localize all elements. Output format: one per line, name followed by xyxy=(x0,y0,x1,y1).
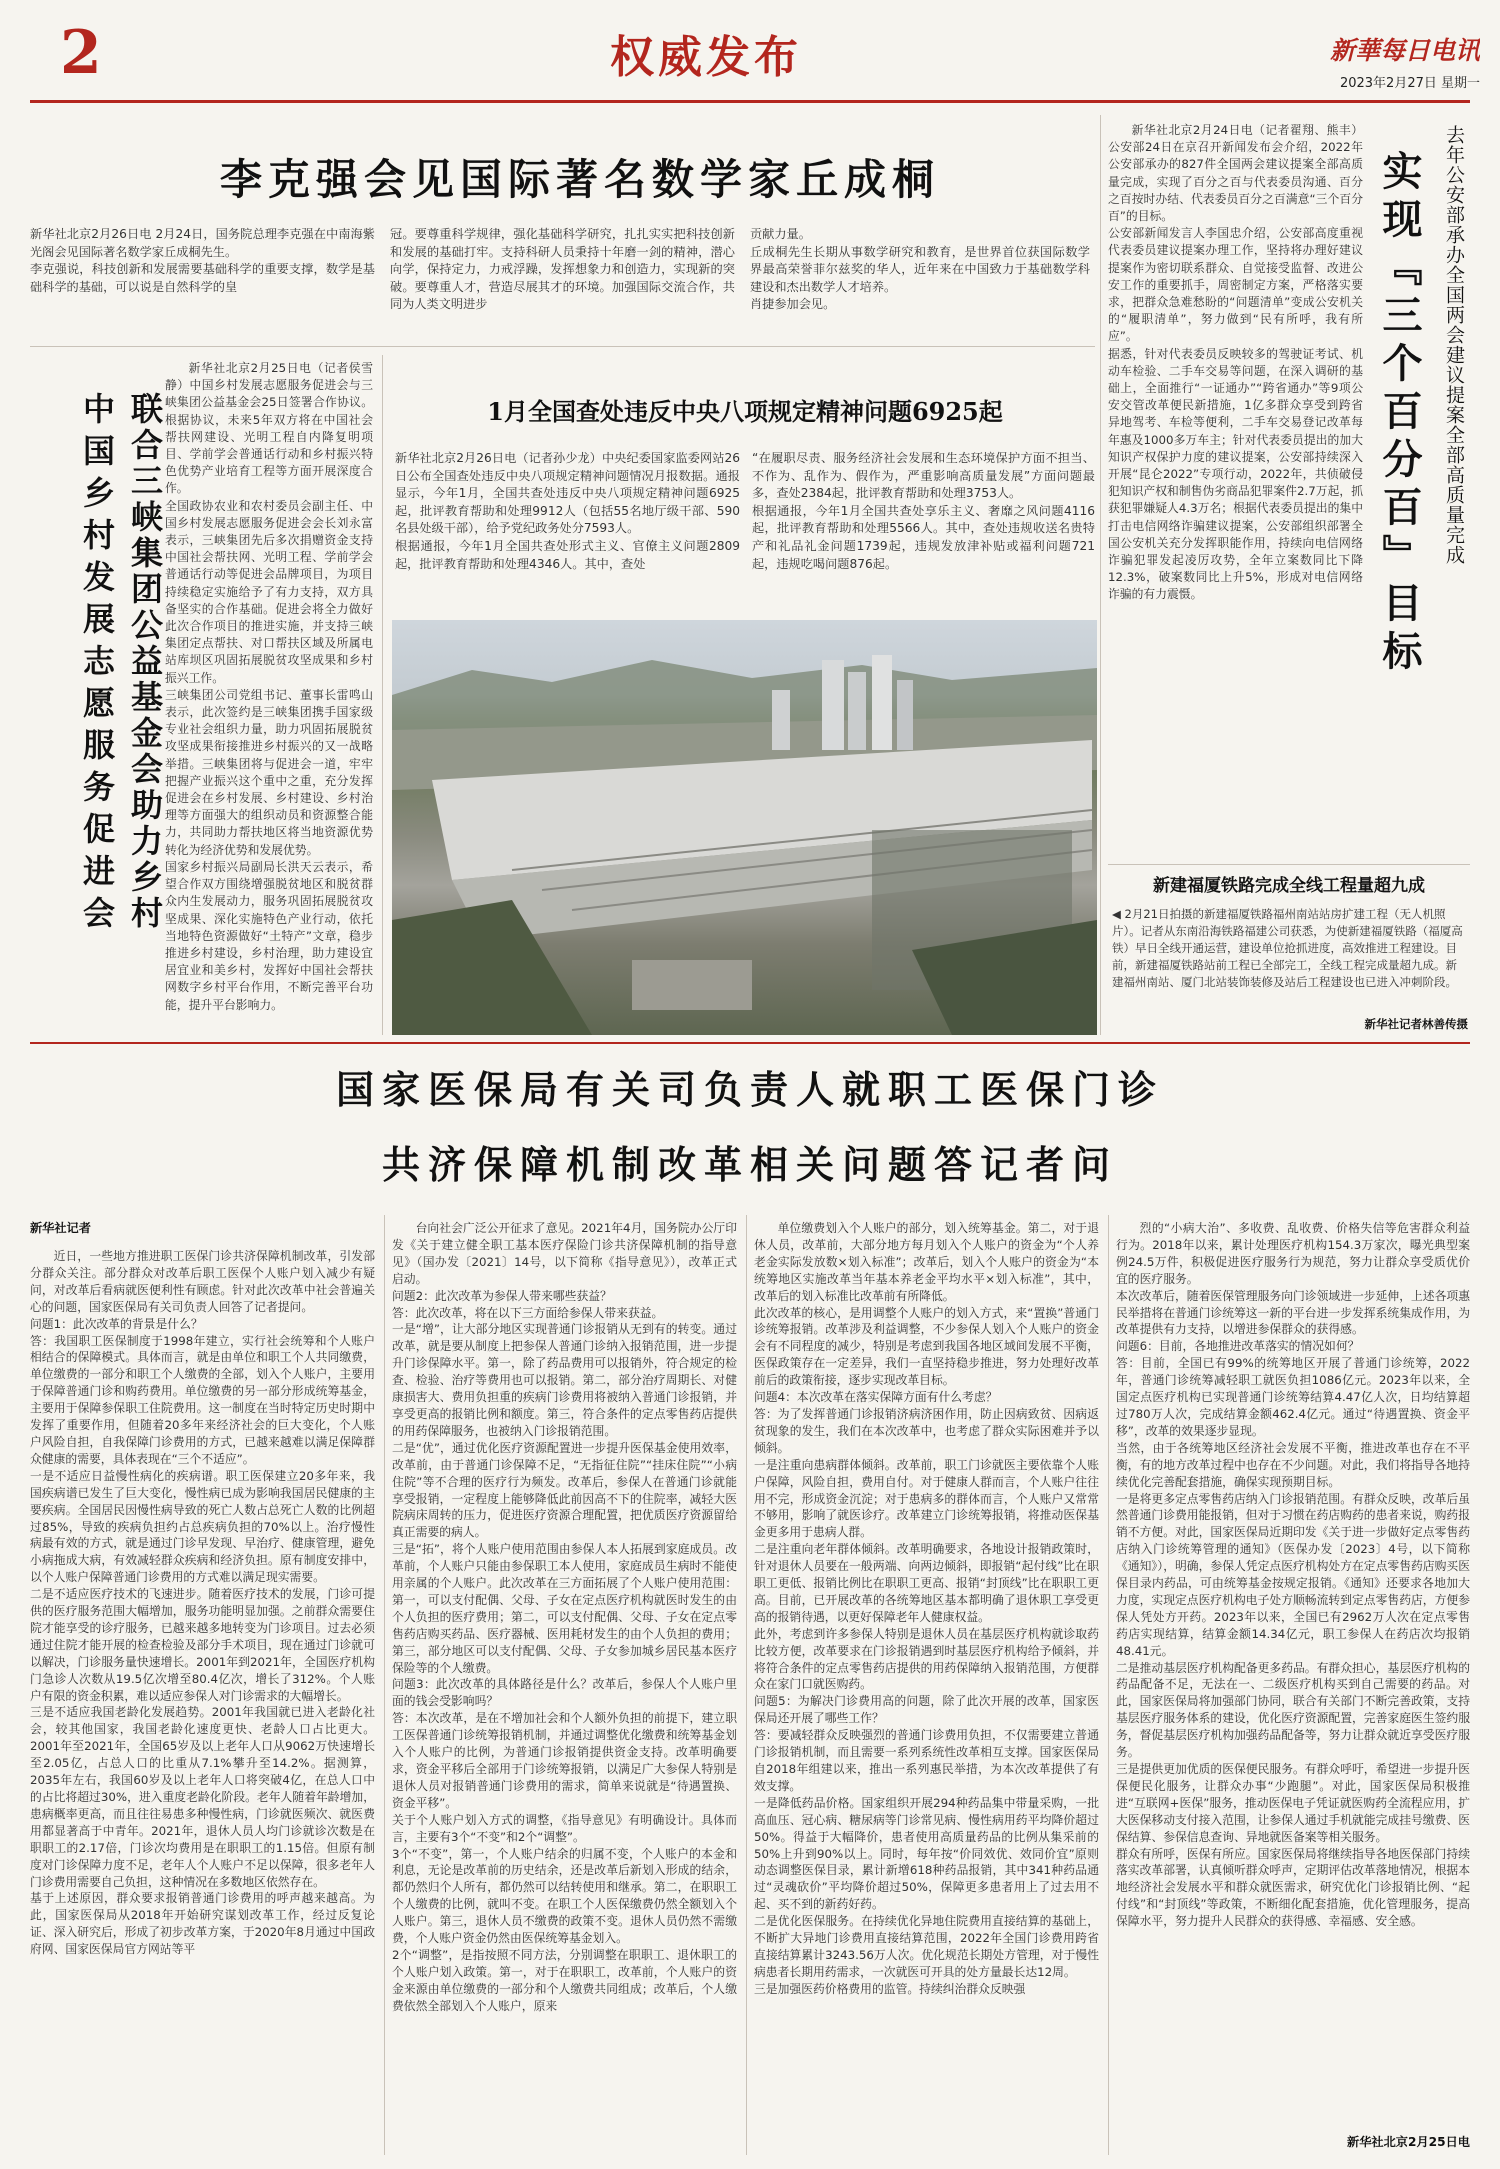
article1-col2 xyxy=(390,226,735,346)
article5-col3-text: 单位缴费划入个人账户的部分，划入统筹基金。第二，对于退休人员，改革前，大部分地方每月划入个人账户的资金为“个人养老金实际发放数×划入标准”；改革后，划入个人账户的资金为“本统筹地区实施改革当年基本养老金平均水平×划入标准”，其中，改革后的划入标准比改革前有所降低。 此次改革的核心，是用调整个人账户的划入方式，来“置换”普通门诊统筹报销。改革涉及利益调整，不少参保人划入个人账户的资金会有不同程度的减少，特别是考虑到我国各地区域间发展不平衡，医保政策存在一定差异，我们一直坚持稳步推进，努力处理好改革前后的政策衔接，逐步实现改革目标。 问题4：本次改革在落实保障方面有什么考虑？ 答：为了发挥普通门诊报销济病济困作用，防止因病致贫、因病返贫现象的发生，我们在本次改革中，也考虑了群众实际困难并予以倾斜。 一是注重向患病群体倾斜。改革前，职工门诊就医主要依靠个人账户保障，风险自担，费用自付。对于健康人群而言，个人账户往往用不完，形成资金沉淀；对于患病多的群体而言，个人账户又常常不够用，影响了就医诊疗。改革建立门诊统筹报销，将推动医保基金更多用于患病人群。 二是注重向老年群体倾斜。改革明确要求，各地设计报销政策时，针对退休人员要在一般两端、向两边倾斜，即报销“起付线”比在职职工更低、报销比例比在职职工更高、报销“封顶线”比在职职工更高。目前，已开展改革的各统筹地区基本都明确了退休职工享受更高的报销待遇，以更好保障老年人健康权益。 此外，考虑到许多参保人特别是退休人员在基层医疗机构就诊取药比较方便，改革要求在门诊报销遇到时基层医疗机构给予倾斜，并将符合条件的定点零售药店提供的用药保障纳入报销范围，方便群众在家门口就医购药。 问题5：为解决门诊费用高的问题，除了此次开展的改革，国家医保局还开展了哪些工作？ 答：要减轻群众反映强烈的普通门诊费用负担，不仅需要建立普通门诊报销机制，而且需要一系列系统性改革相互支撑。国家医保局自2018年组建以来，推出一系列惠民举措，为本次改革提供了有效支撑。 一是降低药品价格。国家组织开展294种药品集中带量采购，一批高血压、冠心病、糖尿病等门诊常见病、慢性病用药平均降价超过50%。得益于大幅降价，患者使用高质量药品的比例从集采前的50%上升到90%以上。同时，每年按“价同效优、效同价宜”原则动态调整医保目录，累计新增618种药品报销，其中341种药品通过“灵魂砍价”平均降价超过50%，保障更多患者用上了过去用不起、买不到的新药好药。 二是优化医保服务。在持续优化异地住院费用直接结算的基础上，不断扩大异地门诊费用直接结算范围，2022年全国门诊费用跨省直接结算累计3243.56万人次。优化规范长期处方管理，对于慢性病患者长期用药需求，一次就医可开具的处方量最长达12周。 三是加强医药价格费用的监管。持续纠治群众反映强 xyxy=(754,1221,1099,1996)
article4-body xyxy=(1108,122,1363,864)
divider xyxy=(746,1215,747,2155)
photo-scene xyxy=(392,620,1097,1035)
article5-col1-text: 近日，一些地方推进职工医保门诊共济保障机制改革，引发部分群众关注。部分群众对改革后职工医保个人账户划入减少有疑问，对改革后看病就医便利性有顾虑。针对此次改革中社会普遍关心的问题，国家医保局有关司负责人回答了记者提问。 问题1：此次改革的背景是什么？ 答：我国职工医保制度于1998年建立，实行社会统筹和个人账户相结合的保障模式。具体而言，就是由单位和职工个人共同缴费，单位缴费的一部分和职工个人缴费的全部，划入个人账户，主要用于保障普通门诊和购药费用。单位缴费的另一部分形成统筹基金，主要用于保障参保职工住院费用。这一制度在当时特定历史时期中发挥了重要作用，但随着20多年来经济社会的巨大变化，个人账户风险自担，自我保障门诊费用的方式，已越来越难以满足保障群众健康的需要，具体表现在“三个不适应”。 一是不适应日益慢性病化的疾病谱。职工医保建立20多年来，我国疾病谱已发生了巨大变化，慢性病已成为影响我国居民健康的主要疾病。全国居民因慢性病导致的死亡人数占总死亡人数的比例超过85%，导致的疾病负担约占总疾病负担的70%以上。治疗慢性病最有效的方式，就是通过门诊早发现、早治疗、健康管理，避免小病拖成大病，有效减轻群众疾病和经济负担。原有制度安排中，以个人账户保障普通门诊费用的方式难以满足现实需要。 二是不适应医疗技术的飞速进步。随着医疗技术的发展，门诊可提供的医疗服务范围大幅增加，服务功能明显加强。之前群众需要住院才能享受的诊疗服务，已越来越多地转变为门诊项目。过去必须通过住院才能开展的检查检验及部分手术项目，现在通过门诊就可以解决，门诊服务量快速增长。2001年到2021年，全国医疗机构门急诊人次数从19.5亿次增至80.4亿次，增长了312%。个人账户有限的资金积累，难以适应参保人对门诊需求的大幅增长。 三是不适应我国老龄化发展趋势。2001年我国就已进入老龄化社会，较其他国家，我国老龄化速度更快、老龄人口占比更大。2001年至2021年，全国65岁及以上老年人口从9062万快速增长至2.05亿，占总人口的比重从7.1%攀升至14.2%。据测算，2035年左右，我国60岁及以上老年人口将突破4亿，在总人口中的占比将超过30%，进入重度老龄化阶段。老年人随着年龄增加，患病概率更高，而且往往易患多种慢性病，门诊就医频次、就医费用都显著高于中青年。2021年，退休人员人均门诊就诊次数是在职职工的2.17倍，门诊次均费用是在职职工的1.15倍。但原有制度对门诊保障力度不足，老年人个人账户不足以保障，很多老年人门诊费用需要自己负担，这种情况在多数地区依然存在。 基于上述原因，群众要求报销普通门诊费用的呼声越来越高。为此，国家医保局从2018年开始研究谋划改革工作，经过反复论证、深入研究后，形成了初步改革方案，于2020年8月通过中国政府网、国家医保局官方网站等平 xyxy=(30,1249,375,1957)
article4-title: 实现『三个百分百』目标 xyxy=(1376,150,1423,678)
article4-body-text: 新华社北京2月24日电（记者翟翔、熊丰）公安部24日在京召开新闻发布会介绍，2022年公安部承办的827件全国两会建议提案全部高质量完成，实现了百分之百与代表委员沟通、百分之百按时办结、代表委员百分之百满意“三个百分百”的目标。 公安部新闻发言人李国忠介绍，公安部高度重视代表委员建议提案办理工作，坚持将办理好建议提案作为密切联系群众、自觉接受监督、改进公安工作的重要抓手，周密制定方案，严格落实要求，把群众急难愁盼的“问题清单”变成公安机关的“履职清单”，努力做到“民有所呼，我有所应”。 据悉，针对代表委员反映较多的驾驶证考试、机动车检验、二手车交易等问题，在深入调研的基础上，全面推行“一证通办”“跨省通办”等9项公安交管改革便民新措施，1亿多群众享受到跨省异地驾考、车检等便利，二手车交易登记改革每年惠及1000多万车主；针对代表委员提出的加大知识产权保护力度的建议提案，公安部持续深入开展“昆仑2022”专项行动，2022年，共侦破侵犯知识产权和制售伪劣商品犯罪案件2.7万起，抓获犯罪嫌疑人4.3万名；根据代表委员提出的集中打击电信网络诈骗建议提案，公安部组织部署全国公安机关充分发挥职能作用，持续向电信网络诈骗犯罪发起凌厉攻势，全年立案数同比下降12.3%，破案数同比上升5%，形成对电信网络诈骗的有力震慑。 xyxy=(1108,123,1363,602)
article1-title: 李克强会见国际著名数学家丘成桐 xyxy=(219,155,940,204)
article3-col2-text: “在履职尽责、服务经济社会发展和生态环境保护方面不担当、不作为、乱作为、假作为，严重影响高质量发展”方面问题最多，查处2384起，批评教育帮助和处理3753人。 根据通报，今年1月全国共查处享乐主义、奢靡之风问题4116起，批评教育帮助和处理5566人。其中，查处违规收送名贵特产和礼品礼金问题1739起，违规发放津补贴或福利问题721起，违规吃喝问题876起。 xyxy=(752,451,1095,571)
photo-caption xyxy=(1112,906,1468,1016)
section-title: 权威发布 xyxy=(610,32,802,83)
issue-date: 2023年2月27日 星期一 xyxy=(1339,76,1480,91)
article2-body xyxy=(165,360,373,1030)
article3-title: 1月全国查处违反中央八项规定精神问题6925起 xyxy=(487,397,1003,426)
article3-col2 xyxy=(752,450,1095,610)
article2-title: 中国乡村发展志愿服务促进会 xyxy=(78,392,116,938)
article3-col1 xyxy=(395,450,740,610)
article3-col1-text: 新华社北京2月26日电（记者孙少龙）中央纪委国家监委网站26日公布全国查处违反中央八项规定精神问题情况月报数据。通报显示，今年1月，全国共查处违反中央八项规定精神问题6925起，批评教育帮助和处理9912人（包括55名地厅级干部、590名县处级干部），给予党纪政务处分7593人。 根据通报，今年1月全国共查处形式主义、官僚主义问题2809起，批评教育帮助和处理4346人。其中，查处 xyxy=(395,451,740,571)
article5-col2 xyxy=(392,1220,737,2148)
photo-credit: 新华社记者林善传摄 xyxy=(1364,1017,1468,1031)
article4-kicker: 去年公安部承办全国两会建议提案全部高质量完成 xyxy=(1443,125,1465,565)
divider xyxy=(1108,864,1470,865)
article5-dateline-end: 新华社北京2月25日电 xyxy=(1347,2135,1470,2149)
article5-title-line1: 国家医保局有关司负责人就职工医保门诊 xyxy=(335,1067,1164,1112)
divider xyxy=(1100,115,1101,1035)
article5-byline: 新华社记者 xyxy=(30,1221,91,1235)
article1-col3-text: 贡献力量。 丘成桐先生长期从事数学研究和教育，是世界首位获国际数学界最高荣誉菲尔兹奖的华人，近年来在中国致力于基础数学科建设和杰出数学人才培养。 肖捷参加会见。 xyxy=(750,227,1090,312)
masthead-rule xyxy=(30,100,1470,103)
article2-subtitle: 联合三峡集团公益基金会助力乡村 xyxy=(126,392,164,932)
article5-col4 xyxy=(1116,1220,1470,2132)
article5-col4-text: 烈的“小病大治”、多收费、乱收费、价格失信等危害群众利益行为。2018年以来，累计处理医疗机构154.3万家次，曝光典型案例24.5万件，积极促进医疗服务行为规范，努力让群众享受质优价宜的医疗服务。 本次改革后，随着医保管理服务向门诊领域进一步延伸，上述各项惠民举措将在普通门诊统筹这一新的平台进一步发挥系统集成作用，为改革提供有力支持，以增进参保群众的获得感。 问题6：目前，各地推进改革落实的情况如何？ 答：目前，全国已有99%的统筹地区开展了普通门诊统筹，2022年，普通门诊统筹减轻职工就医负担1086亿元。2023年以来，全国定点医疗机构已实现普通门诊统筹结算4.47亿人次，日均结算超过780万人次，完成结算金额462.4亿元。通过“待遇置换、资金平移”，改革的效果逐步显现。 当然，由于各统筹地区经济社会发展不平衡，推进改革也存在不平衡，有的地方改革过程中也存在不少问题。对此，我们将指导各地持续优化完善配套措施，确保实现预期目标。 一是将更多定点零售药店纳入门诊报销范围。有群众反映，改革后虽然普通门诊费用能报销，但对于习惯在药店购药的患者来说，购药报销不方便。对此，国家医保局近期印发《关于进一步做好定点零售药店纳入门诊统筹管理的通知》（医保办发〔2023〕4号，以下简称《通知》），明确，参保人凭定点医疗机构处方在定点零售药店购买医保目录内药品，可由统筹基金按规定报销。《通知》还要求各地加大力度，实现定点医疗机构电子处方顺畅流转到定点零售药店，方便参保人凭处方开药。2023年以来，全国已有2962万人次在定点零售药店实现结算，结算金额14.34亿元，职工参保人在药店次均报销48.41元。 二是推动基层医疗机构配备更多药品。有群众担心，基层医疗机构的药品配备不足，无法在一、二级医疗机构买到自己需要的药品。对此，国家医保局将加强部门协同，联合有关部门不断完善政策，支持基层医疗服务体系的建设，优化医疗资源配置，完善家庭医生签约服务，督促基层医疗机构加强药品配备等，努力让群众就近享受医疗服务。 三是提供更加优质的医保便民服务。有群众呼吁，希望进一步提升医保便民化服务，让群众办事“少跑腿”。对此，国家医保局积极推进“互联网+医保”服务，推动医保电子凭证就医购药全流程应用，扩大医保移动支付接入范围，让参保人通过手机就能完成挂号缴费、医保结算、参保信息查询、异地就医备案等相关服务。 群众有所呼，医保有所应。国家医保局将继续指导各地医保部门持续落实改革部署，认真倾听群众呼声，定期评估改革落地情况，根据本地经济社会发展水平和群众就医需求，研究优化门诊报销比例、“起付线”和“封顶线”等政策，不断细化配套措施，优化管理服务，提高保障水平，努力提升人民群众的获得感、幸福感、安全感。 xyxy=(1116,1221,1470,1929)
photo-caption-title: 新建福厦铁路完成全线工程量超九成 xyxy=(1153,876,1425,896)
article5-title-line2: 共济保障机制改革相关问题答记者问 xyxy=(381,1142,1118,1187)
paper-name: 新華每日电讯 xyxy=(1329,36,1480,65)
news-photo xyxy=(392,620,1097,1035)
article2-body-text: 新华社北京2月25日电（记者侯雪静）中国乡村发展志愿服务促进会与三峡集团公益基金会25日签署合作协议。根据协议，未来5年双方将在中国社会帮扶网建设、光明工程自内降复明项目、学前学会普通话行动和乡村振兴特色优势产业培育工程等方面开展深度合作。 全国政协农业和农村委员会副主任、中国乡村发展志愿服务促进会会长刘永富表示，三峡集团先后多次捐赠资金支持中国社会帮扶网、光明工程、学前学会普通话行动等促进会品牌项目，为项目持续稳定实施给予了有力支持，双方具备坚实的合作基础。促进会将全力做好此次合作项目的推进实施，并支持三峡集团定点帮扶、对口帮扶区域及所属电站库坝区巩固拓展脱贫攻坚成果和乡村振兴工作。 三峡集团公司党组书记、董事长雷鸣山表示，此次签约是三峡集团携手国家级专业社会组织力量，助力巩固拓展脱贫攻坚成果衔接推进乡村振兴的又一战略举措。三峡集团将与促进会一道，牢牢把握产业振兴这个重中之重，充分发挥促进会在乡村发展、乡村建设、乡村治理等方面强大的组织动员和资源整合能力，共同助力帮扶地区将当地资源优势转化为经济优势和发展优势。 国家乡村振兴局副局长洪天云表示，希望合作双方围绕增强脱贫地区和脱贫群众内生发展动力，服务巩固拓展脱贫攻坚成果、深化实施特色产业行动，依托当地特色资源做好“土特产”文章，稳步推进乡村建设，乡村治理，助力建设宜居宜业和美乡村，发挥好中国社会帮扶网数字乡村平台作用，不断完善平台功能，提升平台影响力。 xyxy=(165,361,373,1012)
divider xyxy=(384,1215,385,2155)
page-number: 2 xyxy=(60,18,102,88)
section-rule xyxy=(30,1042,1470,1044)
article5-col3 xyxy=(754,1220,1099,2148)
masthead xyxy=(0,0,1500,95)
article1-col1-text: 新华社北京2月26日电 2月24日，国务院总理李克强在中南海紫光阁会见国际著名数学家丘成桐先生。 李克强说，科技创新和发展需要基础科学的重要支撑，数学是基础科学的基础，可以说是自然科学的皇 xyxy=(30,227,375,294)
article1-col3 xyxy=(750,226,1090,346)
divider xyxy=(1108,1215,1109,2155)
divider xyxy=(30,346,1095,347)
article5-col2-text: 台向社会广泛公开征求了意见。2021年4月，国务院办公厅印发《关于建立健全职工基本医疗保险门诊共济保障机制的指导意见》（国办发〔2021〕14号，以下简称《指导意见》），改革正式启动。 问题2：此次改革为参保人带来哪些获益？ 答：此次改革，将在以下三方面给参保人带来获益。 一是“增”，让大部分地区实现普通门诊报销从无到有的转变。通过改革，就是要从制度上把参保人普通门诊纳入报销范围，进一步提升门诊保障水平。第一，除了药品费用可以报销外，符合规定的检查、检验、治疗等费用也可以报销。第二，部分治疗周期长、对健康损害大、费用负担重的疾病门诊费用将被纳入普通门诊报销，并享受更高的报销比例和额度。第三，符合条件的定点零售药店提供的用药保障服务，也被纳入门诊报销范围。 二是“优”，通过优化医疗资源配置进一步提升医保基金使用效率，改革前，由于普通门诊保障不足，“无指征住院”“挂床住院”“小病住院”等不合理的医疗行为频发。改革后，参保人在普通门诊就能享受报销，一定程度上能够降低此前因高不下的住院率，减轻大医院病床周转的压力，促进医疗资源合理配置，把优质医疗资源留给真正需要的病人。 三是“拓”，将个人账户使用范围由参保人本人拓展到家庭成员。改革前，个人账户只能由参保职工本人使用，家庭成员生病时不能使用亲属的个人账户。此次改革在三方面拓展了个人账户使用范围：第一，可以支付配偶、父母、子女在定点医疗机构就医时发生的由个人负担的医疗费用；第二，可以支付配偶、父母、子女在定点零售药店购买药品、医疗器械、医用耗材发生的由个人负担的费用；第三，部分地区可以支付配偶、父母、子女参加城乡居民基本医疗保险等的个人缴费。 问题3：此次改革的具体路径是什么？改革后，参保人个人账户里面的钱会受影响吗？ 答：本次改革，是在不增加社会和个人额外负担的前提下，建立职工医保普通门诊统筹报销机制，并通过调整优化缴费和统筹基金划入个人账户的比例，为普通门诊报销提供资金支持。改革明确要求，资金平移后全部用于门诊统筹报销，以满足广大参保人特别是退休人员对报销普通门诊费用的需求，简单来说就是“待遇置换、资金平移”。 关于个人账户划入方式的调整，《指导意见》有明确设计。具体而言，主要有3个“不变”和2个“调整”。 3个“不变”，第一，个人账户结余的归属不变，个人账户的本金和利息，无论是改革前的历史结余，还是改革后新划入形成的结余，都仍然归个人所有，都仍然可以结转使用和继承。第二，在职职工个人缴费的比例，就叫不变。在职工个人医保缴费仍然全额划入个人账户。第三，退休人员不缴费的政策不变。退休人员仍然不需缴费，个人账户资金仍然由医保统筹基金划入。 2个“调整”，是指按照不同方法，分别调整在职职工、退休职工的个人账户划入政策。第一，对于在职职工，改革前，个人账户的资金来源由单位缴费的一部分和个人缴费共同组成；改革后，个人缴费依然全部划入个人账户，原来 xyxy=(392,1221,737,2013)
divider xyxy=(382,355,383,1035)
article1-col1 xyxy=(30,226,375,346)
article1-col2-text: 冠。要尊重科学规律，强化基础科学研究，扎扎实实把科技创新和发展的基础打牢。支持科研人员秉持十年磨一剑的精神，潜心向学，保持定力，力戒浮躁，发挥想象力和创造力，实现新的突破。要尊重人才，营造尽展其才的环境。加强国际交流合作，共同为人类文明进步 xyxy=(390,227,735,312)
article5-col1 xyxy=(30,1248,375,2148)
photo-caption-text: 2月21日拍摄的新建福厦铁路福州南站站房扩建工程（无人机照片）。记者从东南沿海铁路福建公司获悉，为使新建福厦铁路（福厦高铁）早日全线开通运营，建设单位抢抓进度，高效推进工程建设。目前，新建福厦铁路站前工程已全部完工，全线工程完成量超九成。新建福州南站、厦门北站装饰装修及站后工程建设也已进入冲刺阶段。 xyxy=(1112,907,1463,989)
caption-arrow-icon: ◀ xyxy=(1112,907,1121,921)
